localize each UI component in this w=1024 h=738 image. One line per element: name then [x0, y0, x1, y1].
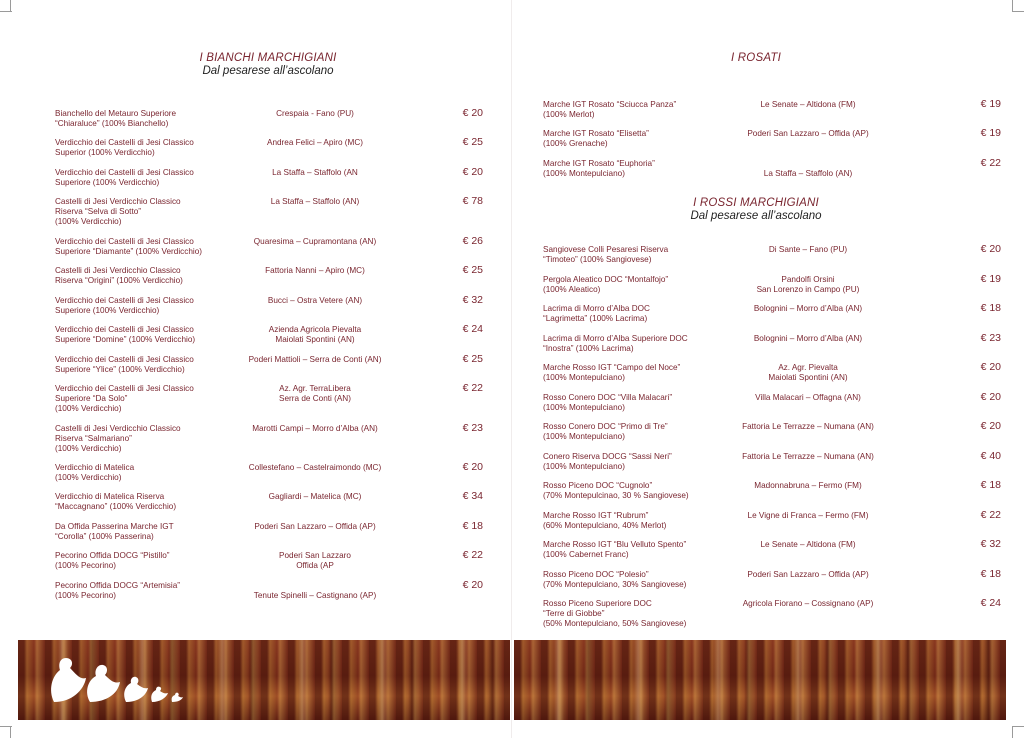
- wine-name-line: Pecorino Offida DOCG “Pistillo”: [55, 551, 170, 560]
- wine-producer: [728, 304, 888, 314]
- wine-name-line: (100% Verdicchio): [55, 217, 122, 226]
- wine-name-line: (100% Pecorino): [55, 591, 116, 600]
- section-title-rossi: I ROSSI MARCHIGIANI: [693, 197, 819, 209]
- wine-producer-line: Marotti Campi – Morro d’Alba (AN): [252, 424, 378, 433]
- wine-name-line: Conero Riserva DOCG “Sassi Neri”: [543, 452, 672, 461]
- wine-name-line: (100% Montepulciano): [543, 462, 625, 471]
- wine-name-line: Riserva “Selva di Sotto”: [55, 207, 142, 216]
- wine-name-line: “Corolla” (100% Passerina): [55, 532, 154, 541]
- wine-producer-line: Gagliardi – Matelica (MC): [268, 492, 362, 501]
- wine-name-line: “Chiaraluce” (100% Bianchello): [55, 119, 169, 128]
- wine-name: [55, 168, 215, 188]
- wine-name-line: Verdicchio di Matelica Riserva: [55, 492, 165, 501]
- wine-name: [543, 570, 703, 590]
- wine-name: [55, 355, 215, 375]
- wine-producer-line: Poderi San Lazzaro – Offida (AP): [254, 522, 376, 531]
- wine-name: [55, 424, 215, 454]
- wine-producer: [235, 581, 395, 601]
- wine-producer-line: Collestefano – Castelraimondo (MC): [248, 463, 382, 472]
- wine-name-line: “Inostra” (100% Lacrima): [543, 344, 634, 353]
- wine-name-line: Superiore “Diamante” (100% Verdicchio): [55, 247, 202, 256]
- wine-name: [55, 522, 215, 542]
- wine-price: € 25: [462, 353, 483, 365]
- wine-price: € 22: [980, 509, 1001, 521]
- wine-name-line: Pergola Aleatico DOC “Montalfojo”: [543, 275, 669, 284]
- wine-name: [55, 296, 215, 316]
- wine-producer: [728, 393, 888, 403]
- wine-producer-line: Poderi San Lazzaro – Offida (AP): [747, 570, 869, 579]
- wine-name-line: Superiore “Ylice” (100% Verdicchio): [55, 365, 185, 374]
- wine-producer: [235, 237, 395, 247]
- wine-name-line: Castelli di Jesi Verdicchio Classico: [55, 197, 181, 206]
- wine-name-line: Marche Rosso IGT “Campo del Noce”: [543, 363, 681, 372]
- wine-name-line: Sangiovese Colli Pesaresi Riserva: [543, 245, 669, 254]
- wine-name-line: Marche IGT Rosato “Sciucca Panza”: [543, 100, 677, 109]
- wine-price: € 18: [980, 479, 1001, 491]
- wine-name: [55, 138, 215, 158]
- wine-price: € 26: [462, 235, 483, 247]
- wine-name-line: Rosso Conero DOC “Primo di Tre”: [543, 422, 668, 431]
- wine-name-line: Da Offida Passerina Marche IGT: [55, 522, 174, 531]
- right-page: [512, 0, 1024, 738]
- wine-name-line: Rosso Piceno Superiore DOC: [543, 599, 652, 608]
- wine-name: [543, 129, 703, 149]
- wine-name-line: (100% Verdicchio): [55, 444, 122, 453]
- wine-producer-line: Andrea Felici – Apiro (MC): [266, 138, 363, 147]
- wine-producer-line: Quaresima – Cupramontana (AN): [253, 237, 377, 246]
- wine-name: [543, 422, 703, 442]
- wine-name-line: Verdicchio dei Castelli di Jesi Classico: [55, 296, 194, 305]
- wine-price: € 23: [980, 332, 1001, 344]
- wine-producer-line: Fattoria Le Terrazze – Numana (AN): [742, 422, 874, 431]
- wine-producer-line: Agricola Fiorano – Cossignano (AP): [742, 599, 874, 608]
- wine-name: [55, 197, 215, 227]
- painting-banner-left: [18, 640, 510, 720]
- wine-name-line: Verdicchio dei Castelli di Jesi Classico: [55, 325, 194, 334]
- wine-producer-line: [235, 581, 395, 591]
- wine-price: € 25: [462, 136, 483, 148]
- wine-price: € 20: [980, 391, 1001, 403]
- wine-producer: [235, 197, 395, 207]
- wine-price: € 78: [462, 195, 483, 207]
- wine-name: [55, 384, 215, 414]
- wine-name: [543, 540, 703, 560]
- wine-name-line: Verdicchio dei Castelli di Jesi Classico: [55, 384, 194, 393]
- wine-name: [55, 492, 215, 512]
- wine-producer: [235, 522, 395, 532]
- wine-producer: [728, 275, 888, 295]
- wine-price: € 24: [462, 323, 483, 335]
- wine-name: [543, 393, 703, 413]
- wine-name: [543, 599, 703, 629]
- wine-producer-line: Serra de Conti (AN): [279, 394, 351, 403]
- wine-producer: [728, 599, 888, 609]
- wine-name: [543, 275, 703, 295]
- wine-price: € 22: [462, 549, 483, 561]
- wine-name-line: Superiore (100% Verdicchio): [55, 178, 160, 187]
- wine-price: € 20: [462, 461, 483, 473]
- wine-price: € 20: [462, 579, 483, 591]
- wine-producer-line: Bolognini – Morro d’Alba (AN): [753, 304, 863, 313]
- wine-producer-line: Poderi San Lazzaro: [279, 551, 351, 560]
- wine-name: [543, 159, 703, 179]
- wine-name-line: (100% Merlot): [543, 110, 595, 119]
- wine-name: [543, 304, 703, 324]
- wine-producer-line: Az. Agr. TerraLibera: [279, 384, 351, 393]
- wine-producer-line: Maiolati Spontini (AN): [768, 373, 848, 382]
- wine-name: [543, 481, 703, 501]
- wine-name-line: (60% Montepulciano, 40% Merlot): [543, 521, 667, 530]
- wine-name: [55, 266, 215, 286]
- wine-producer-line: Azienda Agricola Pievalta: [268, 325, 362, 334]
- wine-name-line: (100% Verdicchio): [55, 404, 122, 413]
- wine-name-line: Castelli di Jesi Verdicchio Classico: [55, 266, 181, 275]
- section-title-bianchi: I BIANCHI MARCHIGIANI: [199, 52, 337, 64]
- wine-producer: [235, 551, 395, 571]
- wine-producer-line: La Staffa – Staffolo (AN): [763, 169, 853, 178]
- wine-producer-line: Bucci – Ostra Vetere (AN): [267, 296, 363, 305]
- wine-name-line: Superior (100% Verdicchio): [55, 148, 155, 157]
- wine-name-line: (50% Montepulciano, 50% Sangiovese): [543, 619, 687, 628]
- wine-price: € 19: [980, 98, 1001, 110]
- wine-name-line: (100% Grenache): [543, 139, 608, 148]
- wine-name-line: Riserva “Salmariano”: [55, 434, 132, 443]
- wine-name-line: (100% Montepulciano): [543, 432, 625, 441]
- wine-producer: [235, 384, 395, 404]
- wine-producer: [235, 492, 395, 502]
- wine-name-line: “Maccagnano” (100% Verdicchio): [55, 502, 177, 511]
- wine-name: [543, 511, 703, 531]
- wine-name-line: Superiore “Domine” (100% Verdicchio): [55, 335, 196, 344]
- wine-name-line: Superiore (100% Verdicchio): [55, 306, 160, 315]
- wine-name-line: Marche IGT Rosato “Elisetta”: [543, 129, 649, 138]
- wine-name-line: Verdicchio dei Castelli di Jesi Classico: [55, 355, 194, 364]
- wine-producer-line: Poderi San Lazzaro – Offida (AP): [747, 129, 869, 138]
- wine-name: [55, 109, 215, 129]
- wine-name-line: Rosso Piceno DOC “Polesio”: [543, 570, 649, 579]
- wine-name-line: (100% Pecorino): [55, 561, 116, 570]
- wine-producer: [235, 168, 395, 178]
- wine-producer: [728, 159, 888, 179]
- wine-name: [55, 325, 215, 345]
- wine-producer: [728, 540, 888, 550]
- wine-producer-line: Crespaia - Fano (PU): [276, 109, 354, 118]
- wine-name: [55, 551, 215, 571]
- wine-producer-line: Le Senate – Altidona (FM): [760, 100, 856, 109]
- wine-producer-line: Di Sante – Fano (PU): [768, 245, 848, 254]
- wine-producer: [235, 325, 395, 345]
- wine-producer-line: Fattoria Nanni – Apiro (MC): [265, 266, 365, 275]
- wine-name-line: (100% Aleatico): [543, 285, 601, 294]
- wine-name-line: Verdicchio dei Castelli di Jesi Classico: [55, 168, 194, 177]
- wine-name-line: Verdicchio dei Castelli di Jesi Classico: [55, 138, 194, 147]
- wine-price: € 24: [980, 597, 1001, 609]
- wine-price: € 20: [980, 361, 1001, 373]
- section-title-rosati: I ROSATI: [731, 52, 781, 64]
- wine-name-line: (70% Montepulcinao, 30 % Sangiovese): [543, 491, 689, 500]
- wine-producer-line: Le Senate – Altidona (FM): [760, 540, 856, 549]
- wine-producer-line: Le Vigne di Franca – Fermo (FM): [747, 511, 869, 520]
- wine-name-line: Pecorino Offida DOCG “Artemisia”: [55, 581, 180, 590]
- wine-price: € 19: [980, 273, 1001, 285]
- painting-banner-right: [514, 640, 1006, 720]
- wine-producer: [235, 266, 395, 276]
- wine-name-line: Verdicchio dei Castelli di Jesi Classico: [55, 237, 194, 246]
- wine-price: € 25: [462, 264, 483, 276]
- wine-name-line: Verdicchio di Matelica: [55, 463, 135, 472]
- wine-name-line: (100% Montepulciano): [543, 169, 625, 178]
- wine-producer-line: La Staffa – Staffolo (AN): [270, 197, 360, 206]
- wine-producer: [728, 129, 888, 139]
- wine-producer-line: Tenute Spinelli – Castignano (AP): [253, 591, 377, 600]
- wine-name-line: Lacrima di Morro d’Alba DOC: [543, 304, 650, 313]
- wine-producer-line: Fattoria Le Terrazze – Numana (AN): [742, 452, 874, 461]
- wine-producer: [728, 452, 888, 462]
- wine-producer-line: Az. Agr. Pievalta: [778, 363, 838, 372]
- wine-name: [543, 363, 703, 383]
- wine-producer: [728, 100, 888, 110]
- wine-price: € 32: [462, 294, 483, 306]
- wine-producer: [235, 138, 395, 148]
- wine-name-line: “Lagrimetta” (100% Lacrima): [543, 314, 648, 323]
- wine-producer-line: Pandolfi Orsini: [781, 275, 835, 284]
- wine-price: € 22: [462, 382, 483, 394]
- wine-name: [543, 334, 703, 354]
- wine-producer-line: Villa Malacari – Offagna (AN): [755, 393, 861, 402]
- section-subtitle-bianchi: Dal pesarese all’ascolano: [202, 65, 334, 77]
- wine-producer: [728, 570, 888, 580]
- wine-name-line: (100% Verdicchio): [55, 473, 122, 482]
- wine-price: € 23: [462, 422, 483, 434]
- wine-producer: [728, 334, 888, 344]
- wine-price: € 20: [980, 420, 1001, 432]
- wine-name-line: (100% Cabernet Franc): [543, 550, 629, 559]
- wine-producer: [728, 245, 888, 255]
- wine-name-line: (100% Montepulciano): [543, 373, 625, 382]
- duck-logo-icon: [46, 650, 196, 706]
- wine-producer: [728, 363, 888, 383]
- wine-producer-line: Bolognini – Morro d’Alba (AN): [753, 334, 863, 343]
- wine-price: € 22: [980, 157, 1001, 169]
- section-subtitle-rossi: Dal pesarese all’ascolano: [690, 210, 822, 222]
- wine-name-line: Lacrima di Morro d’Alba Superiore DOC: [543, 334, 688, 343]
- wine-name-line: Marche Rosso IGT “Blu Velluto Spento”: [543, 540, 687, 549]
- wine-name: [55, 463, 215, 483]
- wine-name-line: (70% Montepulciano, 30% Sangiovese): [543, 580, 687, 589]
- wine-name-line: Rosso Conero DOC “Villa Malacari”: [543, 393, 673, 402]
- wine-name-line: Castelli di Jesi Verdicchio Classico: [55, 424, 181, 433]
- wine-producer-line: [728, 159, 888, 169]
- wine-price: € 18: [980, 302, 1001, 314]
- wine-producer-line: Maiolati Spontini (AN): [275, 335, 355, 344]
- wine-producer-line: La Staffa – Staffolo (AN: [272, 168, 358, 177]
- wine-name: [543, 100, 703, 120]
- wine-producer: [235, 109, 395, 119]
- wine-price: € 20: [462, 166, 483, 178]
- wine-producer: [235, 296, 395, 306]
- wine-name-line: “Timoteo” (100% Sangiovese): [543, 255, 652, 264]
- wine-price: € 19: [980, 127, 1001, 139]
- wine-name-line: Riserva “Origini” (100% Verdicchio): [55, 276, 183, 285]
- wine-producer-line: Poderi Mattioli – Serra de Conti (AN): [248, 355, 382, 364]
- wine-price: € 32: [980, 538, 1001, 550]
- wine-producer: [728, 481, 888, 491]
- wine-price: € 40: [980, 450, 1001, 462]
- wine-producer: [728, 422, 888, 432]
- wine-price: € 18: [980, 568, 1001, 580]
- wine-price: € 34: [462, 490, 483, 502]
- wine-producer-line: Madonnabruna – Fermo (FM): [754, 481, 862, 490]
- wine-name-line: Bianchello del Metauro Superiore: [55, 109, 177, 118]
- wine-producer-line: Offida (AP: [296, 561, 334, 570]
- wine-name: [543, 452, 703, 472]
- wine-producer: [728, 511, 888, 521]
- wine-producer: [235, 424, 395, 434]
- wine-name-line: Marche Rosso IGT “Rubrum”: [543, 511, 649, 520]
- wine-producer: [235, 463, 395, 473]
- wine-name: [55, 237, 215, 257]
- wine-name-line: Superiore “Da Solo”: [55, 394, 128, 403]
- wine-price: € 18: [462, 520, 483, 532]
- wine-name-line: “Terre di Giobbe”: [543, 609, 605, 618]
- wine-name-line: Rosso Piceno DOC “Cugnolo”: [543, 481, 653, 490]
- wine-price: € 20: [980, 243, 1001, 255]
- wine-name-line: (100% Montepulciano): [543, 403, 625, 412]
- wine-name: [55, 581, 215, 601]
- wine-name: [543, 245, 703, 265]
- wine-price: € 20: [462, 107, 483, 119]
- wine-producer-line: San Lorenzo in Campo (PU): [756, 285, 860, 294]
- wine-producer: [235, 355, 395, 365]
- wine-name-line: Marche IGT Rosato “Euphoria”: [543, 159, 655, 168]
